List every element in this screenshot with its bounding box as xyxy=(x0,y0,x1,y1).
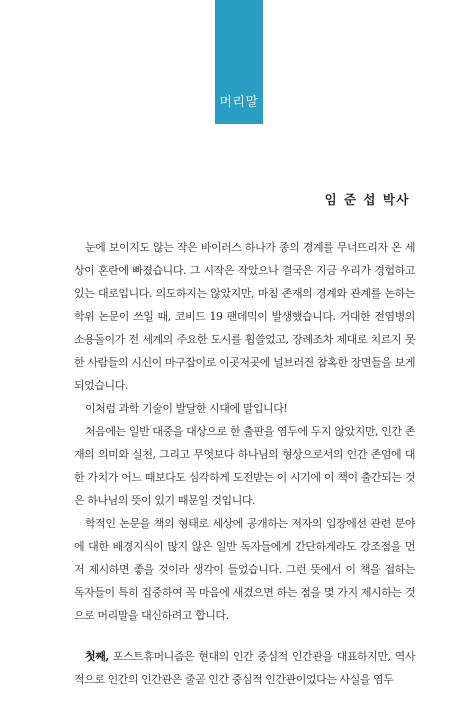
first-point-text: 포스트휴머니즘은 현대의 인간 중심적 인간관을 대표하지만, 역사적으로 인간의 인간관은 줄곧 인간 중심적 인간관이었다는 사실을 염두 xyxy=(74,650,415,686)
paragraph: 이처럼 과학 기술이 발달한 시대에 말입니다! xyxy=(85,402,288,415)
author-name: 임 준 섭 박사 xyxy=(324,192,410,207)
section-gap xyxy=(74,627,415,645)
chapter-title: 머리말 xyxy=(219,95,259,110)
first-point-lead: 첫째, xyxy=(85,650,109,663)
preface-body xyxy=(74,236,415,691)
paragraph: 눈에 보이지도 않는 작은 바이러스 하나가 종의 경계를 무너뜨리자 온 세상이 혼란에 빠졌습니다. 그 시작은 작았으나 결국은 지금 우리가 경험하고 있는 대로입니다. 의도하지는 않았지만, 마침 존재의 경계와 관계를 논하는 학위 논문이 쓰일 때, 코비드 19 팬데믹이 발생했습니다. 거대한 전염병의 소용돌이가 전 세계의 주요한 도시를 휩쓸었고, 장례조차 제대로 치르지 못한 사람들의 시신이 마구잡이로 이곳저곳에 널브러진 참혹한 장면들을 보게 되었습니다. xyxy=(74,241,415,392)
chapter-tab xyxy=(215,0,263,124)
paragraph: 학적인 논문을 책의 형태로 세상에 공개하는 저자의 입장에선 관련 분야에 대한 배경지식이 많지 않은 일반 독자들에게 간단하게라도 강조점을 먼저 제시하면 좋을 것이라 생각이 들었습니다. 그런 뜻에서 이 책을 접하는 독자들이 특히 집중하여 꼭 마음에 새겼으면 하는 점을 몇 가지 제시하는 것으로 머리말을 대신하려고 합니다. xyxy=(74,517,415,622)
paragraph: 처음에는 일반 대중을 대상으로 한 출판을 염두에 두지 않았지만, 인간 존재의 의미와 실천, 그리고 무엇보다 하나님의 형상으로서의 인간 존엄에 대한 가치가 어느 때보다도 심각하게 도전받는 이 시기에 이 책이 출간되는 것은 하나님의 뜻이 있기 때문일 것입니다. xyxy=(74,425,415,507)
first-point-paragraph xyxy=(74,645,415,691)
